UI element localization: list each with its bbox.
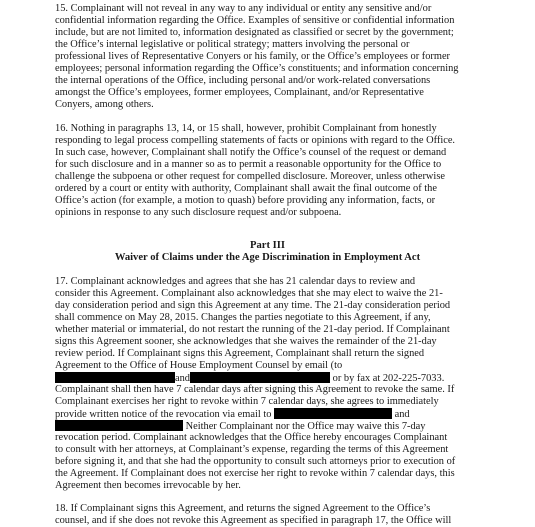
text-line: employees; personal information regarding the Office’s constituents; and information concerning xyxy=(55,63,459,74)
text-fragment: and xyxy=(175,373,191,384)
redaction-block xyxy=(274,408,392,419)
text-line: to consult with her attorneys, at Complainant’s expense, regarding the terms of this Agreement xyxy=(55,444,449,455)
text-line: signs this Agreement sooner, she acknowledges that she waives the remainder of the 21-day xyxy=(55,336,437,347)
text-line: the Office’s internal legislative or political strategy; matters involving the personal or xyxy=(55,39,410,50)
text-line: 17. Complainant acknowledges and agrees that she has 21 calendar days to review and xyxy=(55,276,416,287)
text-line: 16. Nothing in paragraphs 13, 14, or 15 shall, however, prohibit Complainant from honestly xyxy=(55,123,437,134)
text-line: Complainant shall then have 7 calendar days after signing this Agreement to revoke the same. If xyxy=(55,384,455,395)
text-line: revocation period. Complainant acknowledges that the Office hereby encourages Complainant xyxy=(55,432,448,443)
text-line: the internal operations of the Office, including personal and/or work-related conversations xyxy=(55,75,431,86)
text-line: counsel, and if she does not revoke this Agreement as specified in paragraph 17, the Office will xyxy=(55,515,452,526)
text-line: 18. If Complainant signs this Agreement, and returns the signed Agreement to the Office’s xyxy=(55,503,431,514)
text-line: opinions in response to any such disclosure request and/or subpoena. xyxy=(55,207,342,218)
text-line: whether material or immaterial, do not restart the running of the 21-day period. If Complainant xyxy=(55,324,450,335)
text-fragment: Neither Complainant nor the Office may waive this 7-day xyxy=(185,421,426,432)
text-line: professional lives of Representative Conyers or his family, or the Office’s employees or former xyxy=(55,51,451,62)
text-line: amongst the Office’s employees, former employees, Complainant, and/or Representative xyxy=(55,87,424,98)
text-line: Complainant exercises her right to revoke within 7 calendar days, she agrees to immediately xyxy=(55,396,439,407)
part-subtitle: Waiver of Claims under the Age Discrimination in Employment Act xyxy=(114,252,421,263)
text-line: shall commence on May 28, 2015. Changes the parties negotiate to this Agreement, if any, xyxy=(55,312,431,323)
text-fragment: and xyxy=(394,409,410,420)
text-line: for such disclosure and in a manner so as to permit a reasonable opportunity for the Office to xyxy=(55,159,442,170)
text-fragment: or by fax at 202-225-7033. xyxy=(332,373,445,384)
text-line xyxy=(55,420,426,432)
text-line: day consideration period and sign this Agreement at any time. The 21-day consideration period xyxy=(55,300,451,311)
text-line: Office’s action (for example, a motion to quash) before providing any information, facts, or xyxy=(55,195,436,206)
text-line: 15. Complainant will not reveal in any way to any individual or entity any sensitive and/or xyxy=(55,3,432,14)
text-line: before signing it, and that she had the opportunity to consult such attorneys prior to execution of xyxy=(55,456,456,467)
redaction-block xyxy=(190,372,330,383)
part-title: Part III xyxy=(249,240,285,251)
redaction-block xyxy=(55,420,183,431)
text-line xyxy=(55,372,444,384)
text-line: confidential information regarding the Office. Examples of sensitive or confidential information xyxy=(55,15,455,26)
text-line: Agreement then becomes irrevocable by her. xyxy=(55,480,241,491)
text-line: the Agreement. If Complainant does not exercise her right to revoke within 7 calendar days, this xyxy=(55,468,455,479)
text-fragment: provide written notice of the revocation via email to xyxy=(55,409,272,420)
text-line xyxy=(55,408,410,420)
text-line: include, but are not limited to, information designated as classified or secret by the government; xyxy=(55,27,454,38)
text-line: responding to legal process compelling statements of facts or opinions with regard to the Office. xyxy=(55,135,456,146)
text-line: Agreement to the Office of House Employment Counsel by email (to xyxy=(55,360,343,371)
text-line: In such case, however, Complainant shall notify the Office’s counsel of the request or demand xyxy=(55,147,447,158)
text-line: review period. If Complainant signs this Agreement, Complainant shall return the signed xyxy=(55,348,425,359)
text-line: consider this Agreement. Complainant also acknowledges that she may elect to waive the 21- xyxy=(55,288,443,299)
text-line: Conyers, among others. xyxy=(55,99,154,110)
text-line: challenge the subpoena or other request for compelled disclosure. Moreover, unless otherwise xyxy=(55,171,445,182)
text-line: ordered by a court or entity with authority, Complainant shall await the final outcome of the xyxy=(55,183,437,194)
redaction-block xyxy=(55,372,175,383)
